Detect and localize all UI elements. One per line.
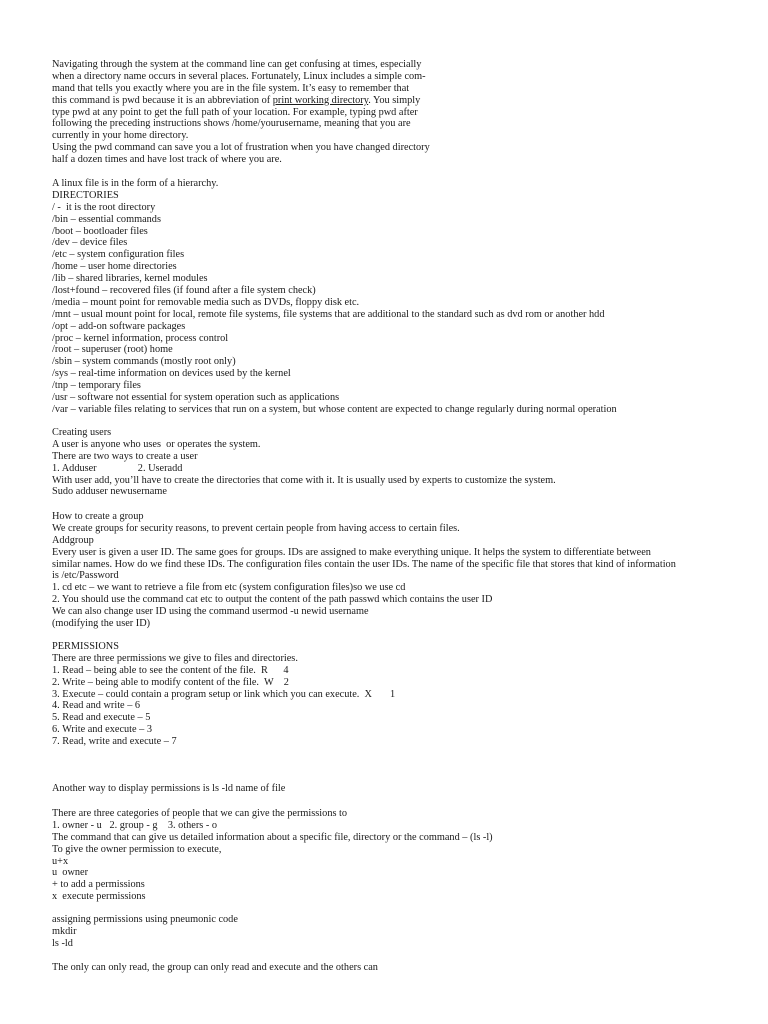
text-line: Using the pwd command can save you a lot of frustration when you have changed directory	[52, 142, 430, 154]
list-item: /sys – real-time information on devices used by the kernel	[52, 368, 291, 380]
text-line: assigning permissions using pneumonic code	[52, 914, 238, 925]
text-line: With user add, you’ll have to create the directories that come with it. It is usually used by experts to customize the system.	[52, 474, 556, 486]
text-line: Navigating through the system at the command line can get confusing at times, especially	[52, 59, 422, 70]
list-item: /bin – essential commands	[52, 213, 161, 225]
text-line: mkdir	[52, 925, 77, 937]
list-item: 7. Read, write and execute – 7	[52, 736, 177, 748]
text-line: Sudo adduser newusername	[52, 486, 167, 498]
list-item: / - it is the root directory	[52, 201, 156, 213]
section-heading: How to create a group	[52, 511, 144, 522]
text-line: half a dozen times and have lost track of where you are.	[52, 154, 282, 166]
list-item: 4. Read and write – 6	[52, 700, 141, 712]
list-item: /home – user home directories	[52, 261, 177, 273]
list-item: /mnt – usual mount point for local, remote file systems, file systems that are additional to the standard such as dvd rom or another hdd	[52, 308, 605, 320]
text-line: There are two ways to create a user	[52, 450, 198, 462]
text-line: ls -ld	[52, 937, 73, 949]
list-item: /boot – bootloader files	[52, 225, 148, 237]
list-item: /usr – software not essential for system operation such as applications	[52, 392, 340, 404]
text-line: A linux file is in the form of a hierarchy.	[52, 178, 219, 189]
text-line: A user is anyone who uses or operates the system.	[52, 438, 261, 450]
list-item: 2. Write – being able to modify content of the file. W 2	[52, 676, 289, 688]
text-line: There are three categories of people that we can give the permissions to	[52, 808, 348, 819]
text-line: Addgroup	[52, 534, 94, 546]
list-item: /sbin – system commands (mostly root only)	[52, 356, 236, 368]
text-line: To give the owner permission to execute,	[52, 843, 222, 855]
text-fragment: . You simply	[368, 94, 421, 106]
text-line: The command that can give us detailed information about a specific file, directory or the command – (ls -l)	[52, 831, 493, 843]
underlined-phrase: print working directory	[272, 94, 369, 106]
permissions-section	[52, 641, 752, 748]
text-line: type pwd at any point to get the full path of your location. For example, typing pwd after	[52, 106, 418, 118]
text-line: 1. Adduser 2. Useradd	[52, 462, 183, 474]
pneumonic-code-section	[52, 914, 752, 950]
text-line: following the preceding instructions shows /home/yourusername, meaning that you are	[52, 118, 411, 130]
list-item: 5. Read and execute – 5	[52, 712, 151, 724]
text-line: We create groups for security reasons, to prevent certain people from having access to certain files.	[52, 522, 460, 534]
text-line: There are three permissions we give to files and directories.	[52, 652, 298, 664]
text-line: Every user is given a user ID. The same goes for groups. IDs are assigned to make everything unique. It helps the system to differentiate between	[52, 546, 651, 558]
text-line: The only can only read, the group can only read and execute and the others can	[52, 962, 378, 973]
list-item: /etc – system configuration files	[52, 249, 185, 261]
permission-categories-section	[52, 808, 752, 903]
directories-section	[52, 178, 752, 416]
text-line: 1. cd etc – we want to retrieve a file from etc (system configuration files)so we use cd	[52, 582, 406, 594]
text-line: u owner	[52, 867, 89, 879]
section-heading: Creating users	[52, 427, 112, 438]
list-item: /root – superuser (root) home	[52, 344, 173, 356]
display-permissions-note	[52, 783, 752, 795]
text-line: when a directory name occurs in several places. Fortunately, Linux includes a simple com-	[52, 70, 426, 82]
text-fragment: this command is pwd because it is an abbreviation of	[52, 94, 273, 106]
text-line: + to add a permissions	[52, 879, 145, 891]
text-line: u+x	[52, 855, 69, 867]
text-line: (modifying the user ID)	[52, 618, 151, 630]
create-group-section	[52, 511, 752, 630]
list-item: /dev – device files	[52, 237, 128, 249]
pwd-paragraph	[52, 59, 752, 166]
list-item: /media – mount point for removable media such as DVDs, floppy disk etc.	[52, 296, 360, 308]
list-item: /lost+found – recovered files (if found after a file system check)	[52, 285, 316, 297]
text-line: mand that tells you exactly where you are in the file system. It’s easy to remember that	[52, 82, 410, 94]
text-line: We can also change user ID using the command usermod -u newid username	[52, 606, 369, 618]
text-line: similar names. How do we find these IDs. The configuration files contain the user IDs. The name of the specific file that stores that kind of information	[52, 558, 676, 570]
list-item: 3. Execute – could contain a program setup or link which you can execute. X 1	[52, 688, 396, 700]
list-item: /lib – shared libraries, kernel modules	[52, 273, 208, 285]
text-line: x execute permissions	[52, 891, 146, 903]
list-item: 1. Read – being able to see the content of the file. R 4	[52, 664, 289, 676]
list-item: /var – variable files relating to services that run on a system, but whose content are expected to change regularly during normal operation	[52, 403, 617, 415]
list-item: 6. Write and execute – 3	[52, 724, 153, 736]
text-line-with-link	[52, 95, 752, 107]
text-line: Another way to display permissions is ls -ld name of file	[52, 783, 286, 794]
list-item: /tnp – temporary files	[52, 380, 141, 392]
closing-paragraph	[52, 962, 752, 974]
list-item: /proc – kernel information, process control	[52, 332, 229, 344]
creating-users-section	[52, 427, 752, 498]
section-heading: DIRECTORIES	[52, 189, 119, 201]
section-heading: PERMISSIONS	[52, 641, 119, 652]
text-line: 1. owner - u 2. group - g 3. others - o	[52, 819, 218, 831]
text-line: currently in your home directory.	[52, 130, 189, 142]
text-line: is /etc/Password	[52, 570, 119, 582]
list-item: /opt – add-on software packages	[52, 320, 186, 332]
text-line: 2. You should use the command cat etc to output the content of the path passwd which contains the user ID	[52, 594, 493, 606]
